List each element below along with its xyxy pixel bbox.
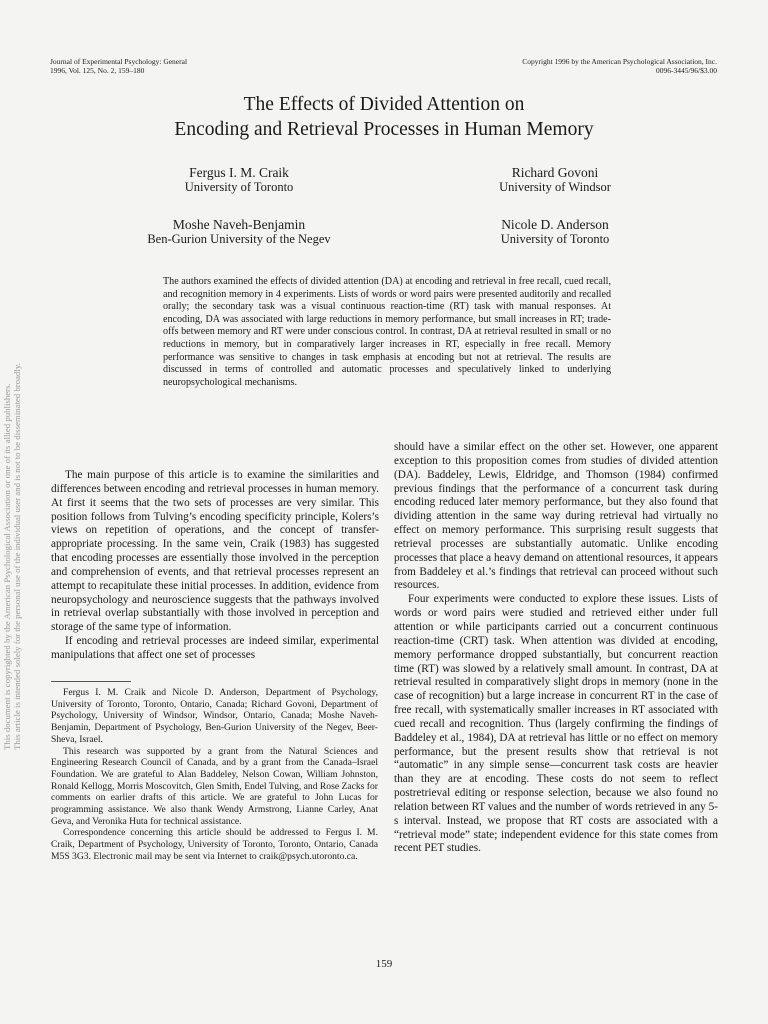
author-name: Richard Govoni [511, 165, 599, 180]
author-affiliation: University of Windsor [499, 180, 611, 194]
author-block-naveh-benjamin [99, 218, 379, 246]
journal-volume: 1996, Vol. 125, No. 2, 159–180 [50, 66, 145, 75]
abstract: The authors examined the effects of divided attention (DA) at encoding and retrieval in free recall, cued recall, and recognition memory in 4 experiments. Lists of words or word pairs were presented auditorily and recalled orally; the secondary task was a visual continuous reaction-time (RT) task with manual responses. At encoding, DA was associated with large reductions in memory performance, but small increases in RT; trade-offs between memory and RT were under conscious control. In contrast, DA at retrieval resulted in small or no reductions in memory, but in comparatively larger increases in RT, especially in free recall. Memory performance was sensitive to changes in task emphasis at encoding but not at retrieval. The results are discussed in terms of controlled and automatic processes and speculatively linked to underlying neuropsychological mechanisms. [163, 276, 611, 388]
body-paragraph: Four experiments were conducted to explore these issues. Lists of words or word pairs were studied and retrieved either under full attention or while participants carried out a concurrent continuous reaction-time (CRT) task. When attention was divided at encoding, memory performance dropped substantially, but concurrent reaction time (RT) was slowed by a relatively small amount. In contrast, DA at retrieval resulted in comparatively slight drops in memory (none in the case of recognition) but a large increase in concurrent RT in the case of free recall, with systematically smaller increases in RT associated with cued recall and recognition. Thus (largely confirming the findings of Baddeley et al., 1984), DA at retrieval has little or no effect on memory performance, but the present results show that retrieval is not “automatic” in any simple sense—concurrent task costs are heavier than they are at encoding. These costs do not seem to reflect postretrieval editing or response selection, because we also found no relation between RT values and the number of words retrieved in any 5-s interval. Instead, we propose that RT costs are associated with a “retrieval mode” state; independent evidence for this state comes from recent PET studies. [394, 593, 718, 855]
author-name: Moshe Naveh-Benjamin [172, 217, 306, 232]
body-paragraph: The main purpose of this article is to examine the similarities and differences between encoding and retrieval processes in human memory. At first it seems that the two sets of processes are very similar. This position follows from Tulving’s encoding specificity principle, Kolers’s views on repetition of operations, and the concept of transfer-appropriate processing. In the same vein, Craik (1983) has suggested that encoding processes are essentially those involved in the perception and comprehension of events, and that retrieval processes represent an attempt to recapitulate these initial processes. In addition, evidence from neuropsychology and neuroscience suggests that the pathways involved in retrieval overlap substantially with those involved in perception and storage of the same type of information. [51, 469, 379, 634]
author-block-govoni [455, 166, 655, 194]
title-line-2: Encoding and Retrieval Processes in Human Memory [174, 119, 594, 140]
issn-price: 0096-3445/96/$3.00 [655, 66, 717, 75]
author-note [51, 687, 378, 863]
body-paragraph: should have a similar effect on the other set. However, one apparent exception to this proposition comes from studies of divided attention (DA). Baddeley, Lewis, Eldridge, and Thomson (1984) confirmed previous findings that the performance of a concurrent task during encoding reduced later memory performance, but they also found that dividing attention in the same way during retrieval had virtually no effect on memory performance. This surprising result suggests that retrieval processes are substantially automatic. Unlike encoding processes that place a heavy demand on attentional resources, it appears from Baddeley et al.’s findings that retrieval can proceed without such resources. [394, 441, 718, 592]
footnote-acknowledgments: This research was supported by a grant from the Natural Sciences and Engineering Research Council of Canada, and by a grant from the Canada–Israel Foundation. We are grateful to Alan Baddeley, Nelson Cowan, William Johnston, Ronald Kellogg, Morris Moscovitch, Glen Smith, Endel Tulving, and Rose Zacks for comments on earlier drafts of this article. We are grateful to John Lucas for programming assistance. We also thank Wendy Armstrong, Lianne Carley, Anat Geva, and Veronika Huta for technical assistance. [51, 745, 378, 827]
author-name: Nicole D. Anderson [501, 217, 609, 232]
author-affiliation: University of Toronto [500, 232, 610, 246]
body-column-left [51, 469, 379, 663]
copyright-side-notice [2, 363, 22, 750]
page-number: 159 [375, 958, 393, 970]
copyright-text: Copyright 1996 by the American Psychological Association, Inc. [522, 57, 717, 66]
author-name: Fergus I. M. Craik [189, 165, 289, 180]
copyright-notice [522, 57, 717, 75]
author-affiliation: Ben-Gurion University of the Negev [147, 232, 331, 246]
author-affiliation: University of Toronto [184, 180, 294, 194]
article-title [0, 92, 768, 142]
journal-name: Journal of Experimental Psychology: General [50, 57, 188, 66]
side-notice-line-2: This article is intended solely for the personal use of the individual user and is not to be disseminated broadly. [12, 363, 22, 750]
side-notice-line-1: This document is copyrighted by the American Psychological Association or one of its allied publishers. [2, 383, 12, 750]
journal-citation [50, 57, 187, 75]
title-line-1: The Effects of Divided Attention on [243, 94, 525, 115]
body-paragraph: If encoding and retrieval processes are indeed similar, experimental manipulations that affect one set of processes [51, 635, 379, 661]
footnote-affiliations: Fergus I. M. Craik and Nicole D. Anderson, Department of Psychology, University of Toronto, Toronto, Ontario, Canada; Richard Govoni, Department of Psychology, University of Windsor, Windsor, Ontario, Canada; Moshe Naveh-Benjamin, Department of Psychology, Ben-Gurion University of the Negev, Beer-Sheva, Israel. [51, 687, 378, 745]
footnote-rule [51, 681, 131, 682]
footnote-correspondence: Correspondence concerning this article should be addressed to Fergus I. M. Craik, Department of Psychology, University of Toronto, Toronto, Ontario, Canada M5S 3G3. Electronic mail may be sent via Internet to craik@psych.utoronto.ca. [51, 827, 378, 862]
body-column-right [394, 441, 718, 856]
author-block-anderson [455, 218, 655, 246]
author-block-craik [139, 166, 339, 194]
